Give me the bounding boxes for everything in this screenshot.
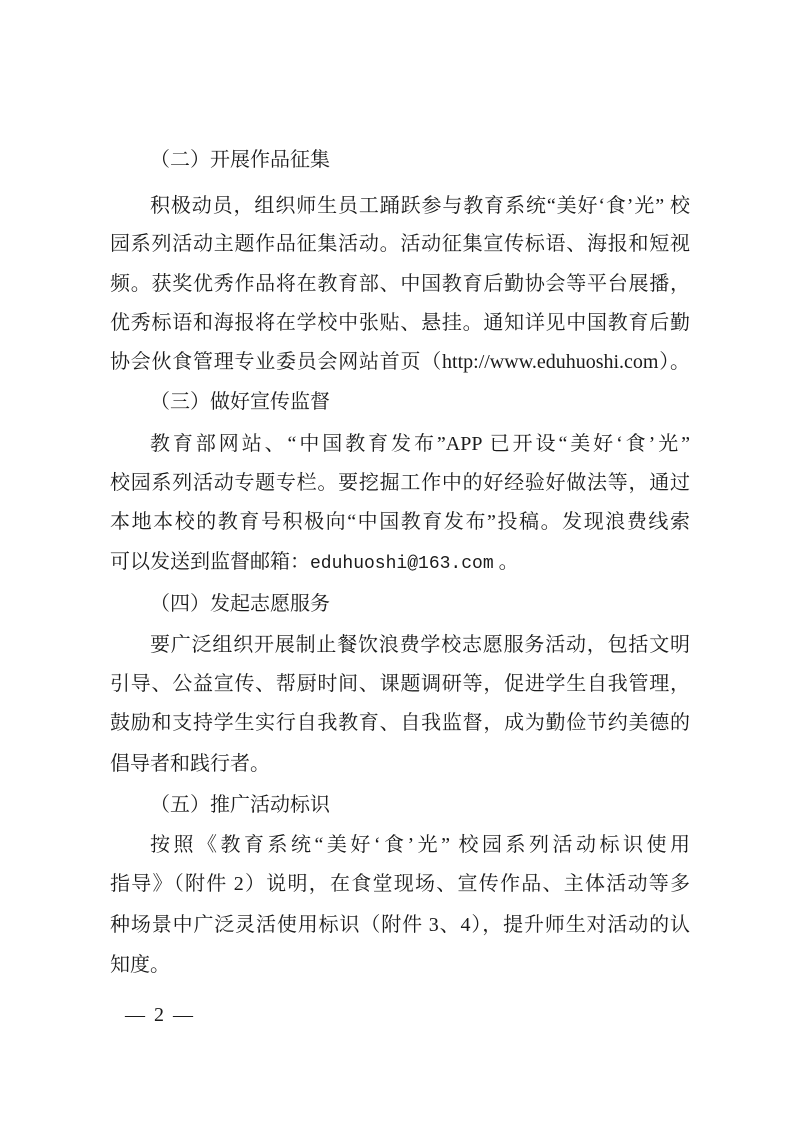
paragraph-line: 指导》（附件 2）说明，在食堂现场、宣传作品、主体活动等多 — [110, 873, 690, 895]
email-address: eduhuoshi@163.com — [310, 554, 494, 574]
section-heading: （二）开展作品征集 — [150, 149, 330, 171]
paragraph-line: 园系列活动主题作品征集活动。活动征集宣传标语、海报和短视 — [110, 233, 690, 255]
paragraph-line: 优秀标语和海报将在学校中张贴、悬挂。通知详见中国教育后勤 — [110, 312, 690, 334]
email-suffix: 。 — [493, 551, 519, 573]
paragraph-line: 知度。 — [110, 954, 170, 976]
paragraph-line: 要广泛组织开展制止餐饮浪费学校志愿服务活动，包括文明 — [150, 634, 690, 656]
paragraph-line: 频。获奖优秀作品将在教育部、中国教育后勤协会等平台展播， — [110, 273, 690, 295]
page-number: — 2 — — [125, 1004, 195, 1026]
section-heading: （四）发起志愿服务 — [150, 593, 330, 615]
paragraph-line: 倡导者和践行者。 — [110, 753, 270, 775]
section-heading: （五）推广活动标识 — [150, 794, 330, 816]
section-heading: （三）做好宣传监督 — [150, 391, 330, 413]
email-prefix: 可以发送到监督邮箱： — [110, 551, 310, 573]
paragraph-line-with-url: 协会伙食管理专业委员会网站首页（http://www.eduhuoshi.com）。 — [110, 351, 690, 373]
paragraph-line: 积极动员，组织师生员工踊跃参与教育系统“美好‘食’光” 校 — [150, 195, 690, 217]
paragraph-line: 教育部网站、“中国教育发布”APP 已开设“美好‘食’光” — [150, 433, 690, 455]
paragraph-line: 种场景中广泛灵活使用标识（附件 3、4），提升师生对活动的认 — [110, 914, 690, 936]
paragraph-line-email — [110, 548, 690, 576]
paragraph-line: 鼓励和支持学生实行自我教育、自我监督，成为勤俭节约美德的 — [110, 712, 690, 734]
paragraph-line: 校园系列活动专题专栏。要挖掘工作中的好经验好做法等，通过 — [110, 472, 690, 494]
paragraph-line: 本地本校的教育号积极向“中国教育发布”投稿。发现浪费线索 — [110, 511, 690, 533]
paragraph-line: 按照《教育系统“美好‘食’光” 校园系列活动标识使用 — [150, 834, 690, 856]
paragraph-line: 引导、公益宣传、帮厨时间、课题调研等，促进学生自我管理， — [110, 673, 690, 695]
